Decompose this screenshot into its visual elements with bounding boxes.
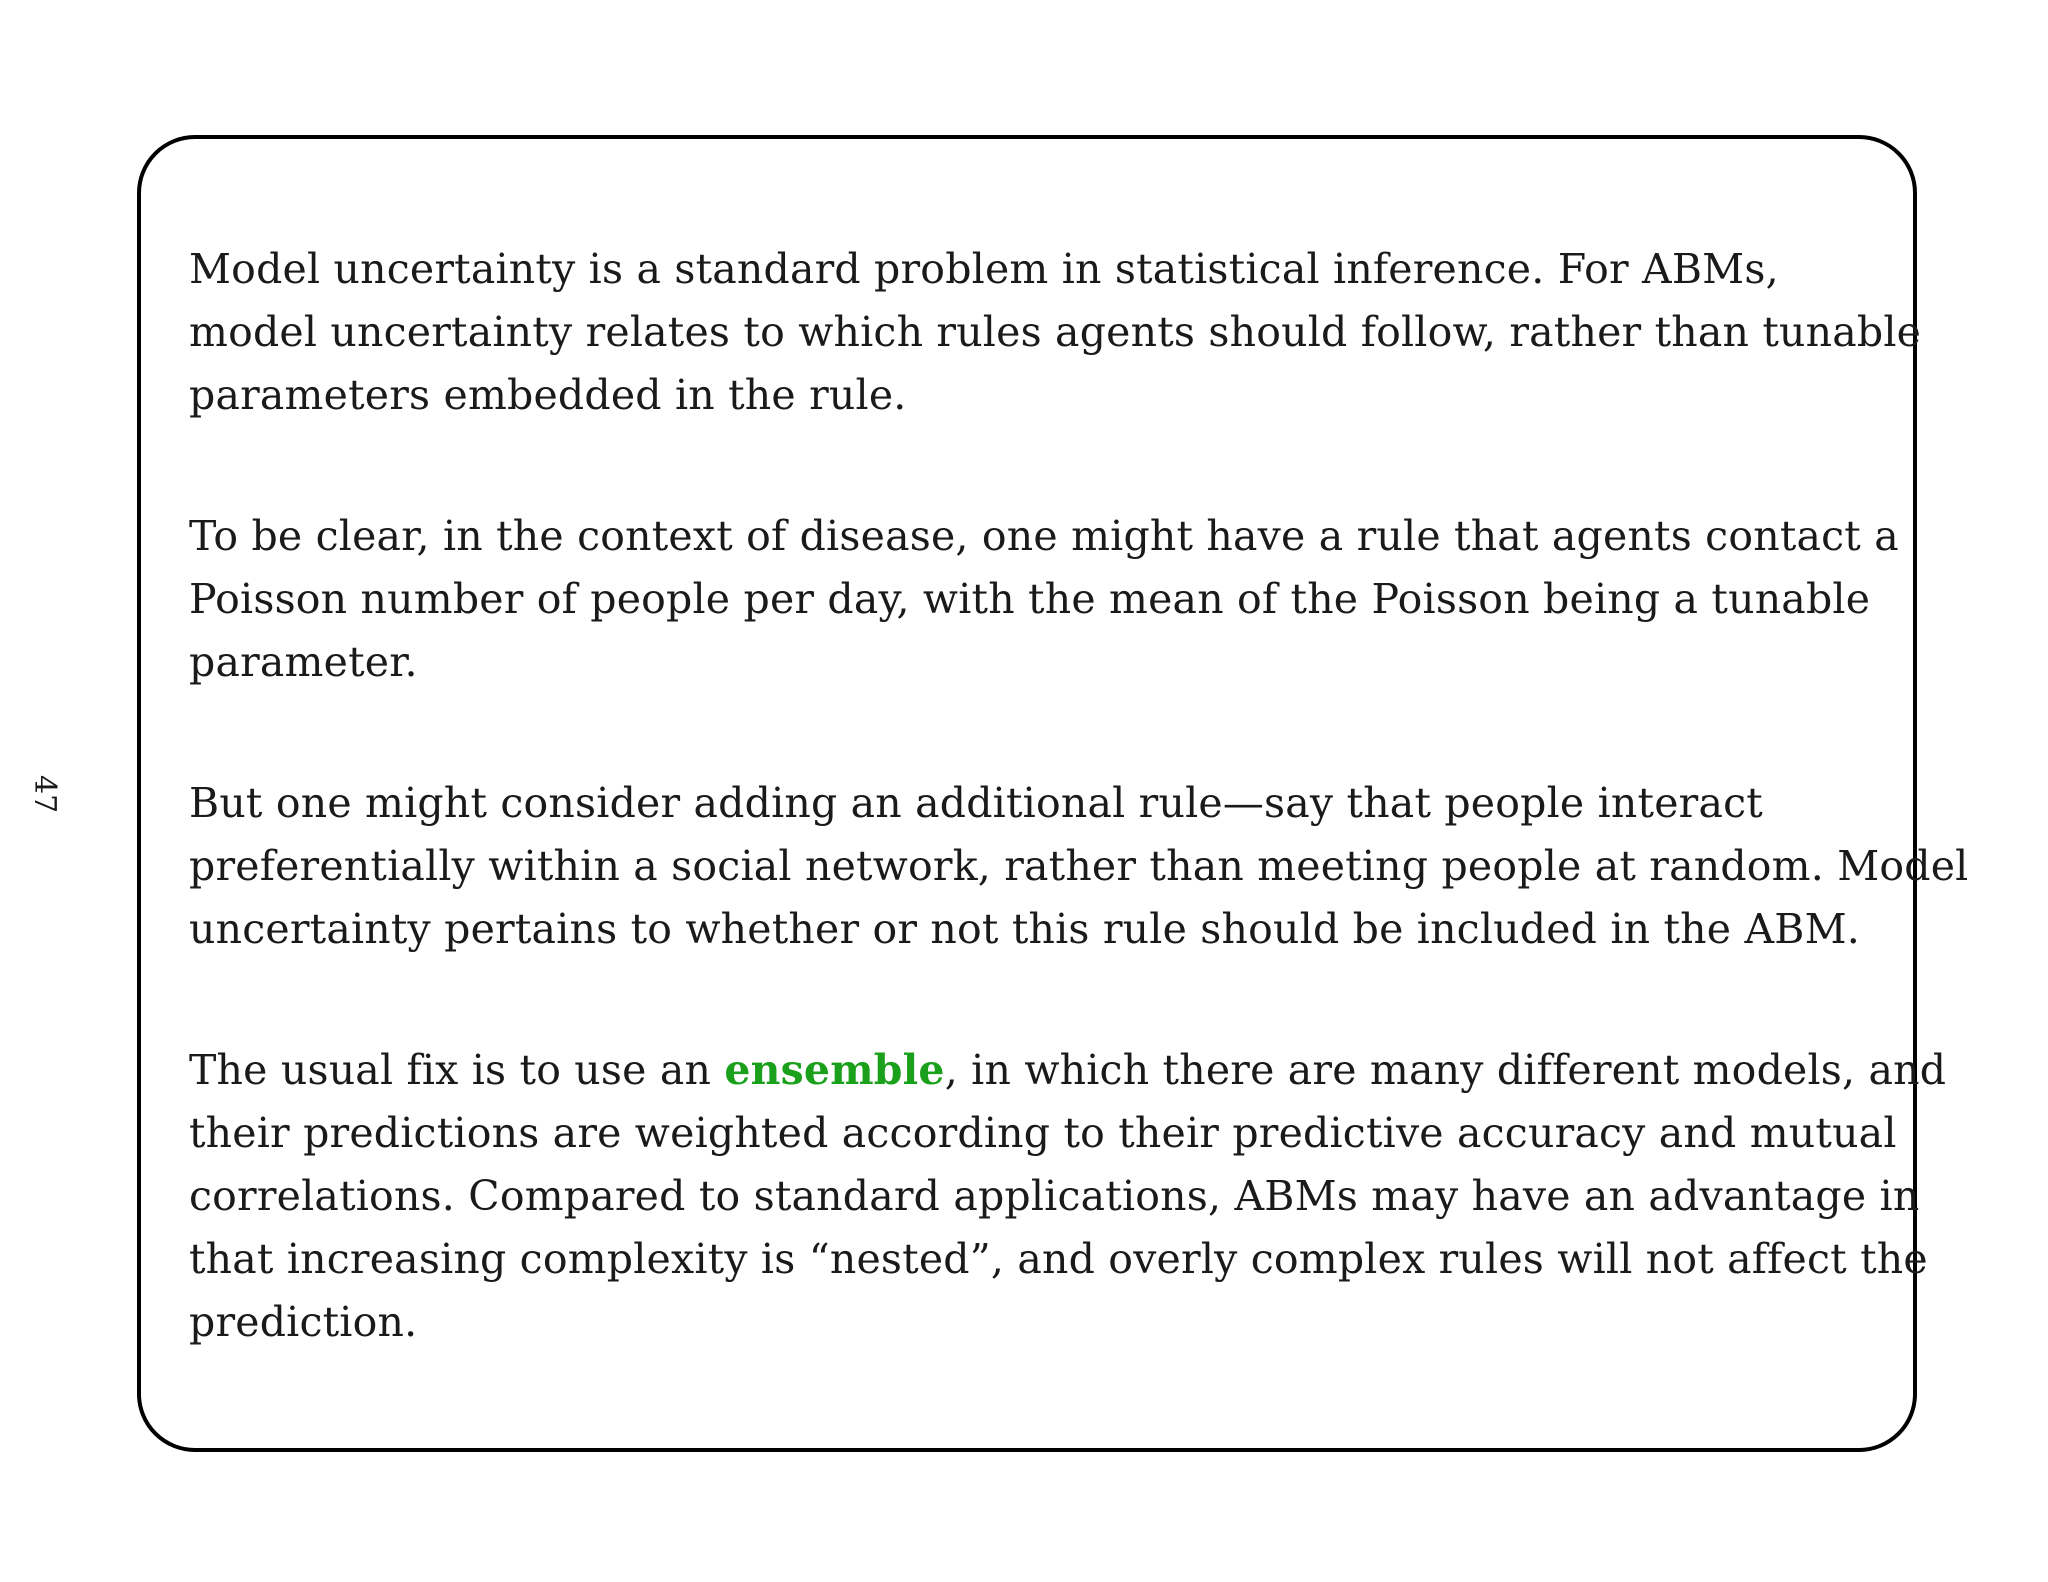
text-line: To be clear, in the context of disease, one might have a rule that agents contact a [189,512,1899,560]
text-line: correlations. Compared to standard applications, ABMs may have an advantage in [189,1172,1920,1220]
paragraph-ensemble [189,1039,1947,1354]
text-line: model uncertainty relates to which rules agents should follow, rather than tunable [189,308,1922,356]
slide-body [189,238,1969,1432]
text-line [189,1039,1947,1102]
text-line: prediction. [189,1298,418,1346]
text-line: But one might consider adding an additional rule—say that people interact [189,779,1763,827]
text-line: preferentially within a social network, rather than meeting people at random. Model [189,842,1969,890]
text-line: Model uncertainty is a standard problem in statistical inference. For ABMs, [189,245,1779,293]
text-line: that increasing complexity is “nested”, and overly complex rules will not affect the [189,1235,1928,1283]
paragraph-additional-rule [189,772,1969,961]
text-line: Poisson number of people per day, with the mean of the Poisson being a tunable [189,575,1871,623]
paragraph-model-uncertainty [189,238,1922,427]
paragraph-disease-example [189,505,1899,694]
text-segment: , in which there are many different models, and [944,1046,1947,1094]
page-number: 47 [27,775,62,814]
emphasis-term: ensemble [724,1046,945,1094]
text-line: parameter. [189,638,418,686]
text-line: uncertainty pertains to whether or not this rule should be included in the ABM. [189,905,1861,953]
text-segment: The usual fix is to use an [189,1046,725,1094]
text-line: parameters embedded in the rule. [189,371,907,419]
text-line: their predictions are weighted according to their predictive accuracy and mutual [189,1109,1897,1157]
